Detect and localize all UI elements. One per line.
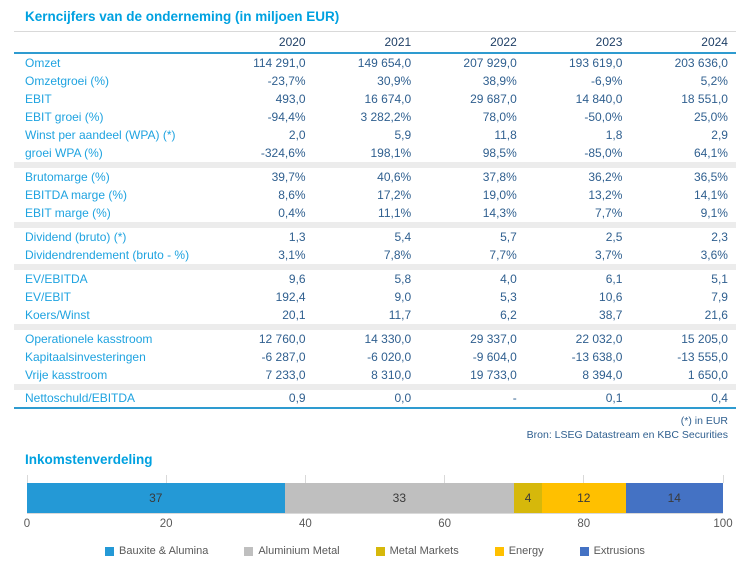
metric-value: - (512, 391, 517, 405)
metric-value: 6,1 (605, 271, 623, 286)
metric-value: 1,8 (605, 127, 623, 142)
metric-value: 5,9 (394, 127, 412, 142)
metric-value: 493,0 (275, 91, 306, 106)
metric-value: 7,7% (595, 205, 623, 220)
table-title: Kerncijfers van de onderneming (in miljoen EUR) (25, 9, 340, 24)
metric-value: 8,6% (278, 187, 306, 202)
metric-value: 149 654,0 (357, 55, 412, 70)
legend-label: Bauxite & Alumina (119, 545, 209, 557)
table-row (14, 270, 736, 288)
report-page (0, 9, 750, 557)
axis-tick (444, 475, 445, 483)
metric-value: 3,1% (278, 247, 306, 262)
metric-value: -13 638,0 (571, 349, 623, 364)
metric-value: 5,1 (711, 271, 728, 286)
legend-item (244, 545, 339, 557)
metric-label: groei WPA (%) (25, 145, 103, 160)
metric-value: -6 287,0 (261, 349, 306, 364)
metric-value: 18 551,0 (681, 91, 728, 106)
metric-value: 14 330,0 (364, 331, 412, 346)
metric-value: 17,2% (377, 187, 412, 202)
segment-value: 4 (524, 491, 532, 505)
table-row (14, 330, 736, 348)
chart-legend (27, 545, 723, 557)
year-header: 2020 (278, 35, 306, 49)
metric-value: 7,8% (383, 247, 412, 262)
metric-value: 193 619,0 (568, 55, 623, 70)
legend-swatch (244, 547, 253, 556)
metric-value: 14,3% (482, 205, 517, 220)
metric-value: 20,1 (282, 307, 306, 322)
metric-value: 14,1% (693, 187, 728, 202)
table-header-row (14, 32, 736, 54)
segment-value: 12 (577, 491, 591, 505)
table-row (14, 246, 736, 264)
year-header: 2024 (701, 35, 728, 49)
axis-tick-label: 80 (577, 518, 591, 530)
metric-value: 5,4 (394, 229, 412, 244)
metric-label: Vrije kasstroom (25, 367, 108, 382)
legend-item (495, 545, 544, 557)
segment-value: 37 (149, 491, 163, 505)
table-row (14, 72, 736, 90)
metric-value: 11,8 (494, 127, 517, 142)
metric-label: Operationele kasstroom (25, 331, 153, 346)
year-header: 2021 (384, 35, 412, 49)
metric-label: Kapitaalsinvesteringen (25, 349, 146, 364)
axis-tick (27, 475, 28, 483)
year-header: 2022 (490, 35, 517, 49)
metric-value: 9,6 (288, 271, 306, 286)
metric-value: 2,5 (605, 229, 623, 244)
table-row (14, 126, 736, 144)
legend-swatch (376, 547, 385, 556)
metric-value: 203 636,0 (674, 55, 728, 70)
x-axis-labels (23, 518, 733, 540)
metric-value: 3,7% (595, 247, 623, 262)
metric-value: 192,4 (275, 289, 306, 304)
metric-label: EV/EBITDA (25, 271, 88, 286)
metric-value: -13 555,0 (677, 349, 728, 364)
metric-value: 7 233,0 (265, 367, 306, 382)
metric-value: 6,2 (500, 307, 517, 322)
metric-value: 29 687,0 (470, 91, 517, 106)
table-row (14, 168, 736, 186)
metric-value: -50,0% (584, 109, 623, 124)
metric-label: Omzet (25, 55, 61, 70)
metric-value: 198,1% (370, 145, 412, 160)
axis-tick-label: 100 (713, 518, 733, 530)
metric-value: 9,0 (394, 289, 412, 304)
metric-label: Koers/Winst (25, 307, 90, 322)
metric-label: EBIT marge (%) (25, 205, 111, 220)
axis-tick (305, 475, 306, 483)
metric-value: 114 291,0 (253, 55, 306, 70)
metric-value: 0,9 (288, 391, 306, 405)
table-row (14, 144, 736, 162)
table-body (14, 54, 736, 409)
metric-value: 37,8% (482, 169, 517, 184)
metric-value: 7,9 (711, 289, 728, 304)
metric-value: 10,6 (599, 289, 623, 304)
metric-value: 64,1% (693, 145, 728, 160)
legend-swatch (495, 547, 504, 556)
legend-item (105, 545, 208, 557)
metric-label: Brutomarge (%) (25, 169, 110, 184)
metric-value: 16 674,0 (364, 91, 412, 106)
metric-label: Dividendrendement (bruto - %) (25, 247, 190, 262)
legend-label: Aluminium Metal (258, 545, 340, 557)
axis-tick (166, 475, 167, 483)
metric-value: 0,4% (278, 205, 306, 220)
metric-value: 15 205,0 (681, 331, 728, 346)
bar-segment (27, 483, 285, 513)
year-header: 2023 (595, 35, 623, 49)
metric-value: 5,2% (700, 73, 728, 88)
metric-value: 78,0% (482, 109, 517, 124)
table-row (14, 108, 736, 126)
metric-value: 11,1% (378, 205, 412, 220)
bar-segment (542, 483, 626, 513)
metric-value: 5,3 (500, 289, 517, 304)
axis-tick-label: 20 (159, 518, 173, 530)
segment-value: 14 (667, 491, 681, 505)
metric-value: 207 929,0 (463, 55, 517, 70)
table-row (14, 90, 736, 108)
legend-label: Energy (508, 545, 544, 557)
footnote-source: Bron: LSEG Datastream en KBC Securities (526, 429, 728, 441)
table-row (14, 348, 736, 366)
metric-value: 2,9 (711, 127, 728, 142)
metric-value: 38,9% (482, 73, 517, 88)
metric-value: 3 282,2% (360, 109, 412, 124)
axis-tick-label: 60 (438, 518, 451, 530)
table-row (14, 390, 736, 409)
legend-item (376, 545, 459, 557)
metric-value: 36,2% (588, 169, 623, 184)
metric-value: 40,6% (377, 169, 412, 184)
metric-value: 3,6% (700, 247, 728, 262)
metric-value: 19 733,0 (470, 367, 517, 382)
metric-value: 14 840,0 (575, 91, 623, 106)
metric-value: 25,0% (693, 109, 728, 124)
metric-value: 7,7% (489, 247, 517, 262)
table-row (14, 366, 736, 384)
legend-label: Extrusions (593, 545, 645, 557)
metric-value: 0,0 (394, 391, 412, 405)
metric-value: -9 604,0 (472, 349, 517, 364)
legend-label: Metal Markets (389, 545, 459, 557)
table-row (14, 228, 736, 246)
axis-tick-label: 0 (23, 518, 31, 530)
metric-label: EBITDA marge (%) (25, 187, 128, 202)
metric-value: 2,0 (288, 127, 306, 142)
legend-swatch (105, 547, 114, 556)
metric-value: -85,0% (584, 145, 623, 160)
metric-value: 0,4 (711, 391, 728, 405)
table-row (14, 306, 736, 324)
table-footnotes (0, 414, 750, 442)
metric-value: 12 760,0 (258, 331, 306, 346)
segment-value: 33 (392, 491, 407, 505)
metric-value: -6 020,0 (367, 349, 412, 364)
metric-value: 19,0% (482, 187, 517, 202)
table-row (14, 186, 736, 204)
metric-value: -23,7% (267, 73, 306, 88)
metric-value: 30,9% (377, 73, 412, 88)
table-row (14, 288, 736, 306)
metric-value: 29 337,0 (470, 331, 517, 346)
metric-label: Omzetgroei (%) (25, 73, 110, 88)
metric-value: 9,1% (700, 205, 728, 220)
metric-value: -94,4% (267, 109, 306, 124)
metric-value: 21,6 (704, 307, 728, 322)
metric-value: 39,7% (271, 169, 306, 184)
metric-label: EBIT groei (%) (25, 109, 104, 124)
stacked-bar (27, 483, 723, 513)
metric-value: 98,5% (482, 145, 517, 160)
axis-tick (723, 475, 724, 483)
bar-segment (514, 483, 542, 513)
legend-item (580, 545, 645, 557)
metric-value: 1,3 (288, 229, 306, 244)
metric-value: 4,0 (500, 271, 517, 286)
metric-value: 0,1 (605, 391, 623, 405)
axis-tick-label: 40 (298, 518, 312, 530)
metric-value: 8 310,0 (371, 367, 412, 382)
axis-tick (583, 475, 584, 483)
metric-label: Dividend (bruto) (*) (25, 229, 127, 244)
metric-value: -6,9% (591, 73, 623, 88)
metric-label: Winst per aandeel (WPA) (*) (25, 127, 176, 142)
metric-label: EBIT (25, 91, 52, 106)
metric-value: 5,8 (394, 271, 412, 286)
metric-label: EV/EBIT (25, 289, 72, 304)
bar-segment (626, 483, 723, 513)
metric-value: 22 032,0 (575, 331, 623, 346)
metric-value: 1 650,0 (687, 367, 728, 382)
metric-value: 11,7 (388, 307, 412, 322)
metric-value: 36,5% (693, 169, 728, 184)
key-figures-table (14, 31, 736, 409)
metric-value: 13,2% (588, 187, 623, 202)
footnote-in-eur: (*) in EUR (680, 415, 728, 427)
table-row (14, 204, 736, 222)
metric-value: 38,7 (599, 307, 623, 322)
metric-label: Nettoschuld/EBITDA (25, 391, 136, 405)
metric-value: -324,6% (260, 145, 306, 160)
bar-segment (285, 483, 515, 513)
table-row (14, 54, 736, 72)
legend-swatch (580, 547, 589, 556)
income-distribution-chart (23, 475, 733, 557)
chart-title: Inkomstenverdeling (25, 452, 153, 467)
metric-value: 2,3 (711, 229, 728, 244)
chart-plot-area (27, 475, 723, 514)
metric-value: 5,7 (500, 229, 517, 244)
metric-value: 8 394,0 (582, 367, 623, 382)
